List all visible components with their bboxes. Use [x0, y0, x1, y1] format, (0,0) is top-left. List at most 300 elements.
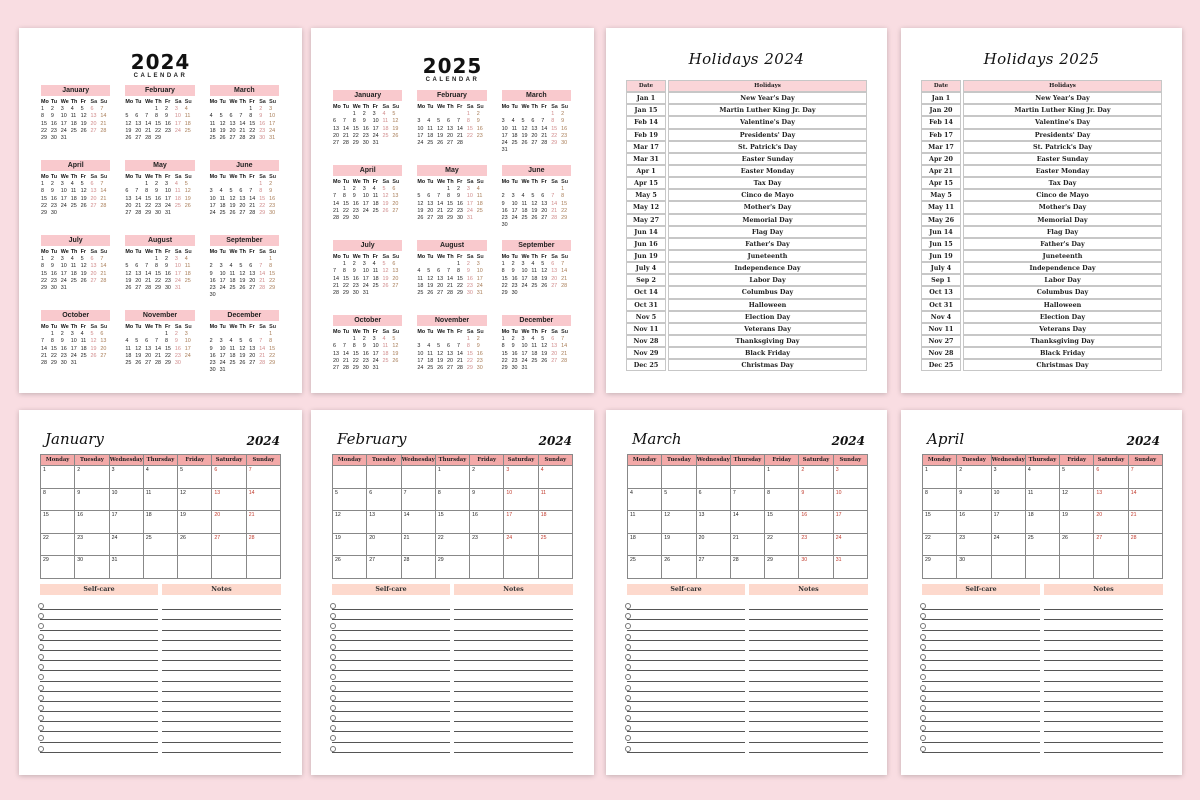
day-number: 28	[155, 360, 162, 367]
day-number: 8	[352, 343, 356, 350]
empty-day	[220, 331, 230, 338]
day-number: 15	[155, 270, 162, 277]
day-number: 28	[551, 215, 558, 222]
day-number: 26	[80, 127, 87, 134]
month-block	[210, 85, 279, 160]
day-number: 11	[70, 113, 77, 120]
empty-day	[512, 186, 522, 193]
day-number: 31	[476, 290, 483, 297]
day-number: 7	[155, 338, 159, 345]
weekday-header: Mo	[501, 254, 510, 260]
day-number: 1	[41, 256, 44, 263]
day-number: 14	[259, 345, 266, 352]
checkbox-circle-icon	[38, 695, 44, 701]
day-number: 9	[155, 188, 159, 195]
day-number: 9	[60, 338, 64, 345]
day-number: 25	[531, 282, 538, 289]
empty-day	[437, 186, 447, 193]
day-number: 2	[561, 111, 565, 118]
day-number: 18	[80, 345, 87, 352]
checkbox-circle-icon	[330, 674, 336, 680]
day-number: 15	[269, 345, 276, 352]
day-number: 19	[229, 202, 236, 209]
notes-line	[162, 743, 281, 753]
day-number: 7	[456, 343, 460, 350]
day-number: 13	[125, 195, 132, 202]
weekday-header: Sa	[259, 174, 266, 180]
day-number: 28	[239, 135, 246, 142]
day-number: 4	[521, 193, 525, 200]
day-number: 20	[551, 275, 558, 282]
weekday-header: Fr	[372, 104, 379, 110]
checkbox-circle-icon	[330, 746, 336, 752]
checkbox-circle-icon	[625, 746, 631, 752]
day-number: 10	[219, 345, 226, 352]
day-cell: 9	[470, 488, 504, 511]
day-number: 28	[259, 360, 266, 367]
selfcare-line	[922, 722, 1040, 732]
empty-day	[229, 106, 239, 113]
checkbox-circle-icon	[625, 725, 631, 731]
day-number: 8	[352, 118, 356, 125]
holiday-date: Nov 28	[921, 347, 961, 359]
week-row	[923, 556, 1163, 579]
empty-day	[447, 336, 457, 343]
day-number: 20	[333, 357, 339, 364]
weekday-header: Su	[100, 324, 108, 330]
day-number: 20	[229, 127, 236, 134]
day-number: 17	[60, 270, 67, 277]
empty-day	[333, 261, 343, 268]
day-grid	[210, 249, 279, 299]
day-cell: 28	[1128, 533, 1162, 556]
day-number: 4	[125, 338, 129, 345]
year-calendar-page-2024	[19, 28, 302, 393]
day-grid	[502, 179, 571, 229]
selfcare-line	[40, 712, 158, 722]
day-number: 6	[135, 113, 139, 120]
empty-day	[210, 331, 220, 338]
day-number: 1	[501, 261, 505, 268]
month-name: April	[41, 160, 110, 171]
checkbox-circle-icon	[38, 685, 44, 691]
weekday-header: We	[521, 104, 530, 110]
day-cell	[1094, 556, 1128, 579]
day-cell: 8	[41, 488, 75, 511]
day-number: 26	[184, 202, 191, 209]
day-cell: 9	[75, 488, 109, 511]
holiday-name: Easter Monday	[668, 165, 867, 177]
month-block	[41, 310, 110, 385]
empty-day	[210, 256, 220, 263]
holiday-name: Independence Day	[668, 262, 867, 274]
day-cell: 26	[662, 556, 696, 579]
day-number: 25	[219, 210, 226, 217]
weekday-header: Th	[362, 104, 370, 110]
weekday-header: We	[60, 324, 69, 330]
holiday-row	[921, 116, 1162, 128]
day-number: 17	[417, 357, 424, 364]
day-number: 15	[352, 125, 359, 132]
weekday-header: Wednesday	[401, 455, 435, 466]
holiday-row	[626, 347, 867, 359]
day-number: 26	[392, 357, 399, 364]
weekday-header: We	[352, 329, 361, 335]
weekday-header: Sa	[551, 329, 558, 335]
day-number: 10	[362, 268, 369, 275]
day-number: 19	[392, 350, 399, 357]
checkbox-circle-icon	[625, 613, 631, 619]
day-number: 6	[135, 263, 139, 270]
day-number: 15	[41, 195, 47, 202]
month-block	[333, 165, 402, 240]
month-block	[333, 90, 402, 165]
checkbox-circle-icon	[920, 725, 926, 731]
day-number: 18	[417, 282, 424, 289]
day-number: 14	[239, 120, 246, 127]
weekday-header: Fr	[164, 174, 171, 180]
holiday-date: Jun 19	[921, 250, 961, 262]
selfcare-line	[40, 692, 158, 702]
line-row	[627, 722, 868, 732]
empty-day	[135, 106, 145, 113]
day-number: 13	[427, 200, 434, 207]
day-cell: 15	[435, 511, 469, 534]
writing-lines	[922, 600, 1163, 753]
day-number: 4	[184, 106, 188, 113]
day-number: 6	[90, 256, 94, 263]
holiday-date: Jun 15	[921, 238, 961, 250]
day-number: 10	[511, 200, 518, 207]
day-number: 9	[362, 343, 366, 350]
day-number: 12	[184, 188, 191, 195]
day-number: 15	[145, 195, 152, 202]
day-number: 17	[511, 207, 518, 214]
empty-day	[417, 336, 427, 343]
weekday-header: Thursday	[730, 455, 764, 466]
weekday-header: Wednesday	[991, 455, 1025, 466]
weekday-header: Su	[184, 174, 192, 180]
day-number: 1	[447, 186, 451, 193]
line-row	[627, 600, 868, 610]
day-number: 7	[561, 336, 565, 343]
selfcare-line	[922, 620, 1040, 630]
weekday-header: Mo	[125, 174, 134, 180]
day-number: 11	[174, 188, 181, 195]
weekday-header: Su	[269, 99, 276, 105]
day-number: 19	[521, 132, 528, 139]
holiday-row	[626, 141, 867, 153]
day-cell: 18	[1025, 511, 1059, 534]
day-number: 31	[269, 135, 276, 142]
empty-day	[145, 256, 155, 263]
holiday-date: Jan 1	[921, 92, 961, 104]
weekday-header: Su	[269, 174, 276, 180]
weekday-header: Mo	[501, 104, 510, 110]
day-cell: 25	[538, 533, 572, 556]
day-number: 4	[70, 256, 74, 263]
empty-day	[427, 111, 437, 118]
weekday-header: Tu	[50, 324, 58, 330]
day-cell: 24	[504, 533, 538, 556]
line-row	[40, 712, 281, 722]
checkbox-circle-icon	[330, 715, 336, 721]
day-number: 28	[249, 210, 256, 217]
notes-line	[162, 651, 281, 661]
day-cell: 10	[109, 488, 143, 511]
week-row	[628, 511, 868, 534]
holiday-date: Nov 4	[921, 311, 961, 323]
checkbox-circle-icon	[38, 725, 44, 731]
day-number: 2	[362, 111, 366, 118]
weekday-header: Su	[476, 254, 484, 260]
day-number: 28	[135, 210, 142, 217]
weekday-header: Fr	[249, 174, 255, 180]
weekday-header: Mo	[41, 174, 49, 180]
day-number: 1	[342, 261, 346, 268]
weekday-header: Mo	[501, 329, 510, 335]
day-number: 10	[174, 113, 181, 120]
day-number: 17	[209, 202, 216, 209]
month-name: December	[210, 310, 279, 321]
day-number: 10	[60, 263, 67, 270]
day-number: 2	[50, 106, 54, 113]
day-number: 25	[229, 285, 236, 292]
holiday-date: Apr 1	[626, 165, 666, 177]
checkbox-circle-icon	[625, 654, 631, 660]
line-row	[40, 631, 281, 641]
day-number: 20	[135, 127, 142, 134]
day-cell: 28	[730, 556, 764, 579]
weekday-header: Mo	[333, 329, 341, 335]
day-number: 3	[174, 106, 178, 113]
day-number: 11	[209, 120, 216, 127]
day-number: 22	[41, 202, 47, 209]
day-cell: 5	[178, 466, 212, 489]
weekday-header: Sa	[466, 104, 474, 110]
empty-day	[239, 181, 249, 188]
empty-day	[417, 186, 427, 193]
day-cell: 2	[470, 466, 504, 489]
empty-day	[229, 181, 239, 188]
day-number: 10	[209, 195, 216, 202]
selfcare-header: Self-care	[40, 584, 158, 595]
line-row	[40, 661, 281, 671]
day-cell: 17	[991, 511, 1025, 534]
weekday-header: Su	[561, 104, 568, 110]
month-block	[417, 165, 486, 240]
holiday-name: Memorial Day	[668, 214, 867, 226]
notes-line	[454, 641, 573, 651]
month-block	[125, 85, 194, 160]
day-number: 3	[362, 186, 366, 193]
weekday-header: Mo	[417, 179, 426, 185]
empty-day	[125, 181, 135, 188]
day-number: 5	[521, 118, 525, 125]
day-number: 13	[90, 188, 97, 195]
holiday-date: Jun 19	[626, 250, 666, 262]
holiday-column-header: Holidays	[963, 80, 1162, 92]
selfcare-line	[627, 712, 745, 722]
line-row	[332, 702, 573, 712]
day-number: 9	[352, 193, 356, 200]
weekday-header: Th	[447, 104, 454, 110]
line-row	[332, 651, 573, 661]
holiday-row	[921, 274, 1162, 286]
checkbox-circle-icon	[330, 664, 336, 670]
day-number: 29	[50, 360, 57, 367]
day-number: 20	[447, 132, 454, 139]
writing-lines	[332, 600, 573, 753]
day-number: 15	[269, 270, 276, 277]
day-number: 12	[417, 200, 424, 207]
day-number: 12	[437, 125, 444, 132]
day-number: 2	[209, 338, 213, 345]
day-number: 3	[362, 261, 366, 268]
weekday-header: Mo	[41, 99, 49, 105]
line-row	[922, 671, 1163, 681]
day-number: 4	[70, 106, 74, 113]
day-number: 29	[551, 140, 558, 147]
day-cell	[696, 466, 730, 489]
weekday-header: Mo	[209, 249, 218, 255]
month-table	[922, 454, 1163, 579]
holiday-date: Nov 28	[626, 335, 666, 347]
day-number: 23	[352, 282, 359, 289]
weekday-header: We	[145, 249, 154, 255]
day-cell: 29	[41, 556, 75, 579]
day-number: 22	[269, 277, 276, 284]
day-number: 8	[269, 338, 273, 345]
day-number: 6	[447, 118, 451, 125]
day-number: 13	[90, 113, 97, 120]
day-number: 22	[145, 202, 152, 209]
day-number: 20	[135, 277, 142, 284]
day-number: 18	[229, 352, 236, 359]
selfcare-line	[627, 671, 745, 681]
day-number: 10	[466, 193, 473, 200]
holiday-name: Juneteenth	[963, 250, 1162, 262]
day-number: 20	[392, 200, 399, 207]
day-cell	[730, 466, 764, 489]
selfcare-line	[40, 641, 158, 651]
day-number: 11	[184, 113, 191, 120]
day-number: 18	[531, 350, 538, 357]
month-name: January	[41, 85, 110, 96]
day-number: 22	[155, 127, 162, 134]
line-row	[332, 682, 573, 692]
holiday-row	[626, 201, 867, 213]
day-number: 13	[100, 338, 107, 345]
day-cell: 19	[662, 533, 696, 556]
weekday-header: Saturday	[504, 455, 538, 466]
day-number: 14	[155, 345, 162, 352]
day-number: 14	[333, 200, 339, 207]
notes-line	[162, 671, 281, 681]
weekday-header: We	[145, 174, 154, 180]
day-number: 14	[333, 275, 339, 282]
day-number: 9	[511, 343, 515, 350]
checkbox-circle-icon	[38, 715, 44, 721]
day-number: 27	[135, 285, 142, 292]
notes-line	[454, 610, 573, 620]
selfcare-header: Self-care	[332, 584, 450, 595]
day-number: 20	[427, 207, 434, 214]
day-number: 7	[259, 338, 263, 345]
day-number: 25	[209, 135, 216, 142]
day-number: 15	[342, 200, 349, 207]
empty-day	[551, 186, 561, 193]
line-row	[627, 702, 868, 712]
holiday-name: Labor Day	[668, 274, 867, 286]
day-number: 17	[501, 132, 508, 139]
day-number: 23	[50, 277, 57, 284]
day-number: 21	[561, 350, 568, 357]
empty-day	[343, 336, 353, 343]
day-number: 16	[155, 195, 162, 202]
day-grid	[417, 254, 486, 297]
holiday-date: Apr 21	[921, 165, 961, 177]
selfcare-line	[922, 600, 1040, 610]
month-year: 2024	[831, 434, 865, 448]
day-number: 23	[362, 132, 369, 139]
day-number: 8	[551, 118, 555, 125]
day-number: 3	[219, 263, 223, 270]
day-number: 23	[164, 277, 171, 284]
day-cell: 13	[1094, 488, 1128, 511]
weekday-header: Tu	[427, 104, 434, 110]
day-number: 16	[209, 277, 216, 284]
weekday-header: Sa	[466, 179, 474, 185]
day-number: 9	[511, 268, 515, 275]
holiday-row	[626, 165, 867, 177]
selfcare-line	[627, 610, 745, 620]
day-grid	[502, 104, 571, 154]
day-number: 5	[219, 113, 223, 120]
line-row	[40, 600, 281, 610]
day-number: 6	[551, 261, 555, 268]
day-number: 24	[417, 140, 424, 147]
checkbox-circle-icon	[920, 746, 926, 752]
day-number: 17	[466, 200, 473, 207]
day-grid	[502, 329, 571, 372]
notes-line	[454, 671, 573, 681]
day-number: 30	[466, 290, 473, 297]
holiday-row	[626, 104, 867, 116]
day-number: 28	[145, 135, 152, 142]
day-number: 27	[249, 360, 256, 367]
day-cell: 13	[696, 511, 730, 534]
day-number: 1	[501, 336, 505, 343]
empty-day	[249, 256, 259, 263]
day-number: 31	[466, 215, 473, 222]
day-number: 21	[456, 357, 463, 364]
holiday-date: Oct 31	[921, 299, 961, 311]
day-number: 19	[437, 132, 444, 139]
day-number: 25	[372, 207, 379, 214]
checkbox-circle-icon	[330, 623, 336, 629]
day-number: 18	[427, 132, 434, 139]
day-number: 21	[100, 120, 107, 127]
day-grid	[210, 324, 279, 374]
notes-line	[1044, 743, 1163, 753]
weekday-header: Th	[155, 99, 162, 105]
checkbox-circle-icon	[330, 603, 336, 609]
day-number: 4	[229, 263, 233, 270]
weekday-header: Mo	[417, 104, 426, 110]
day-grid	[333, 104, 402, 147]
day-number: 13	[447, 125, 454, 132]
